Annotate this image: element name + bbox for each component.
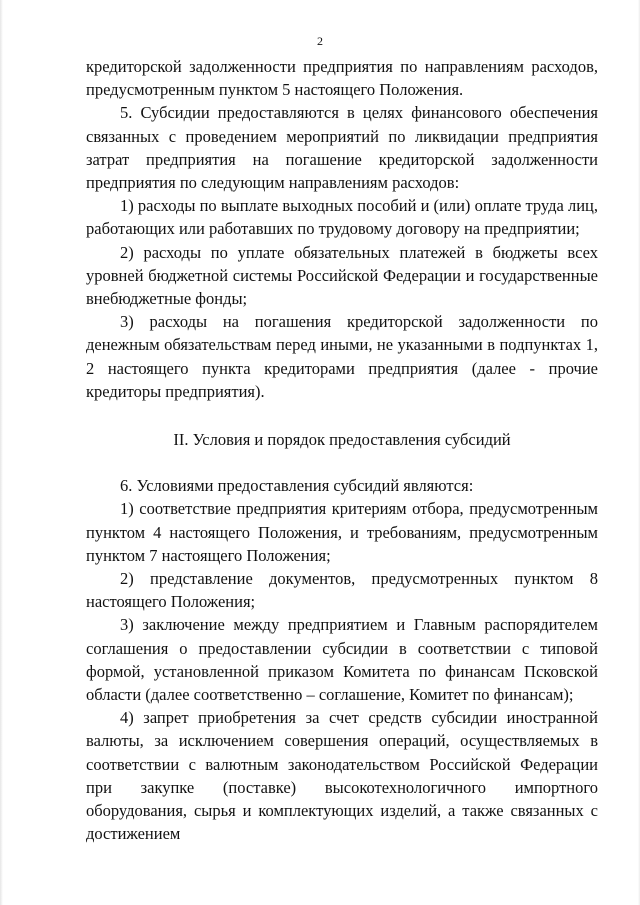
scan-edge-left: [0, 0, 3, 905]
section-heading: II. Условия и порядок предоставления субсидий: [173, 430, 511, 450]
paragraph-item-6-4: 4) запрет приобретения за счет средств субсидии иностранной валюты, за исключением совершения операций, осуществляемых в соответствии с валютным законодательством Российской Федерации при закупке (поставке) высокотехнологичного импортного оборудования, сырья и комплектующих изделий, а также связанных с достижением: [86, 708, 598, 844]
paragraph-item-6-1: 1) соответствие предприятия критериям отбора, предусмотренным пунктом 4 настоящего Положения, и требованиям, предусмотренным пунктом 7 настоящего Положения;: [86, 499, 598, 565]
page-number: 2: [317, 34, 323, 48]
spacer: [86, 403, 598, 428]
paragraph-item-5-2: 2) расходы по уплате обязательных платежей в бюджеты всех уровней бюджетной системы Российской Федерации и государственные внебюджетные фонды;: [86, 242, 598, 309]
paragraph-item-5-1: 1) расходы по выплате выходных пособий и (или) оплате труда лиц, работающих или работавших по трудовому договору на предприятии;: [86, 196, 598, 239]
paragraph-continuation: кредиторской задолженности предприятия по направлениям расходов, предусмотренным пунктом 5 настоящего Положения.: [86, 57, 598, 100]
paragraph-item-6: 6. Условиями предоставления субсидий являются:: [120, 476, 474, 496]
paragraph-item-6-3: 3) заключение между предприятием и Главным распорядителем соглашения о предоставлении субсидии в соответствии с типовой формой, установленной приказом Комитета по финансам Псковской области (далее соответственно – соглашение, Комитет по финансам);: [86, 615, 598, 705]
paragraph-item-5: 5. Субсидии предоставляются в целях финансового обеспечения связанных с проведением мероприятий по ликвидации предприятия затрат предприятия на погашение кредиторской задолженности предприятия по следующим направлениям расходов:: [86, 103, 598, 193]
paragraph-item-5-3: 3) расходы на погашения кредиторской задолженности по денежным обязательствам перед иными, не указанными в подпунктах 1, 2 настоящего пункта кредиторами предприятия (далее - прочие кредиторы предприятия).: [86, 312, 598, 401]
spacer: [86, 451, 598, 474]
paragraph-item-6-2: 2) представление документов, предусмотренных пунктом 8 настоящего Положения;: [86, 569, 598, 612]
document-body: [86, 55, 598, 846]
